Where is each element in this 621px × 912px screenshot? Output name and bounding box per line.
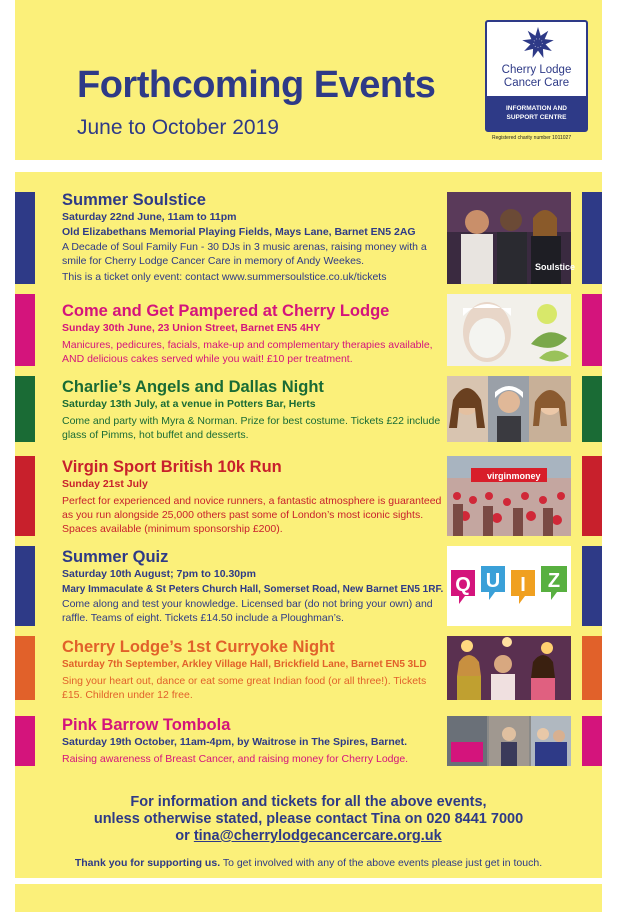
event-summer-soulstice [62,190,442,284]
event-bar-left [15,294,35,366]
event-venue: Mary Immaculate & St Peters Church Hall, Somerset Road, New Barnet EN5 1RF. [62,584,444,595]
event-bar-left [15,456,35,536]
event-bar-left [15,716,35,766]
svg-text:Z: Z [547,570,561,592]
event-date: Saturday 19th October, 11am-4pm, by Waitrose in The Spires, Barnet. [62,736,408,748]
contact-info: For information and tickets for all the above events, unless otherwise stated, please contact Tina on 020 8441 7000 or tina@cherrylodgecancercare.org.uk [93,794,524,844]
event-title: Cherry Lodge’s 1st Curryoke Night [62,638,335,656]
event-date: Sunday 30th June, 23 Union Street, Barnet EN5 4HY [62,322,321,334]
event-photo-quiz [447,546,571,626]
event-description: A Decade of Soul Family Fun - 30 DJs in 3 music arenas, raising money with a smile for Cherry Lodge Cancer Care in memory of Andy Weekes. [62,241,427,267]
party-photo-icon [447,192,576,284]
event-bar-right [582,716,602,766]
event-bar-left [15,636,35,700]
event-date: Saturday 7th September, Arkley Village Hall, Brickfield Lane, Barnet EN5 3LD [62,659,427,670]
event-virgin-10k [62,457,442,536]
page-subtitle: June to October 2019 [77,116,279,139]
event-title: Summer Quiz [62,548,169,566]
event-photo-pampered [447,294,571,366]
page-title: Forthcoming Events [77,64,436,106]
event-photo-curryoke [447,636,571,700]
party-crowd-photo-icon [447,636,571,700]
svg-text:virginmoney: virginmoney [487,471,541,481]
footer-panel [15,780,602,878]
cherry-lodge-logo [485,20,588,132]
svg-text:Q: Q [455,574,471,596]
event-venue: Old Elizabethans Memorial Playing Fields, Mays Lane, Barnet EN5 2AG [62,226,416,238]
event-note: This is a ticket only event: contact www.summersoulstice.co.uk/tickets [62,271,387,283]
svg-text:I: I [520,574,526,596]
event-charlies-angels [62,377,442,442]
event-description: Manicures, pedicures, facials, make-up and complementary therapies available, AND delicious cakes served while you wait! £10 per treatment. [62,339,433,365]
cornflower-icon [521,26,555,60]
portraits-photo-icon [447,376,571,442]
event-photo-charlies-angels [447,376,571,442]
logo-band: INFORMATION AND SUPPORT CENTRE [487,96,586,130]
event-bar-right [582,192,602,284]
event-title: Summer Soulstice [62,191,206,209]
email-link[interactable]: tina@cherrylodgecancercare.org.uk [193,828,442,844]
event-title: Pink Barrow Tombola [62,716,231,734]
event-bar-right [582,376,602,442]
event-title: Charlie’s Angels and Dallas Night [62,378,324,396]
event-pampered [62,301,442,366]
runners-crowd-photo-icon [447,456,571,536]
event-bar-left [15,546,35,626]
event-bar-right [582,546,602,626]
event-pink-barrow [62,715,442,766]
event-bar-left [15,192,35,284]
event-curryoke [62,637,442,702]
event-bar-right [582,294,602,366]
event-date: Saturday 13th July, at a venue in Potters Bar, Herts [62,398,316,410]
event-title: Come and Get Pampered at Cherry Lodge [62,302,390,320]
event-photo-tombola [447,716,571,766]
bottom-strip [15,884,602,912]
event-description: Come and party with Myra & Norman. Prize for best costume. Tickets £22 include glass of Pimms, hot buffet and desserts. [62,415,441,441]
event-description: Perfect for experienced and novice runners, a fantastic atmosphere is guaranteed as you run alongside 25,000 others past some of London’s most iconic sights. Spaces available (minimum sponsorship £200). [62,495,442,535]
event-description: Come along and test your knowledge. Licensed bar (do not bring your own) and raffle. Teams of eight. Tickets £14.50 include a Ploughman’s. [62,598,433,624]
event-date: Sunday 21st July [62,478,148,490]
event-description: Raising awareness of Breast Cancer, and raising money for Cherry Lodge. [62,753,409,765]
event-bar-left [15,376,35,442]
event-bar-right [582,636,602,700]
charity-number: Registered charity number 1011027 [492,135,572,141]
event-date: Saturday 22nd June, 11am to 11pm [62,211,237,223]
tombola-photos-icon [447,716,571,766]
event-bar-right [582,456,602,536]
quiz-bubbles-icon [447,546,571,626]
header-panel [15,0,602,160]
event-summer-quiz [62,547,442,625]
thanks-line: Thank you for supporting us. To get involved with any of the above events please just get in touch. [74,857,543,869]
svg-text:U: U [485,570,501,592]
event-title: Virgin Sport British 10k Run [62,458,282,476]
logo-name: Cherry Lodge Cancer Care [501,64,572,89]
spa-face-photo-icon [447,294,571,366]
event-date: Saturday 10th August; 7pm to 10.30pm [62,568,256,580]
event-description: Sing your heart out, dance or eat some great Indian food (or all three!). Tickets £15. Children under 12 free. [62,675,427,701]
svg-text:Soulstice: Soulstice [535,262,576,272]
event-photo-10k [447,456,571,536]
event-photo-soulstice [447,192,576,284]
